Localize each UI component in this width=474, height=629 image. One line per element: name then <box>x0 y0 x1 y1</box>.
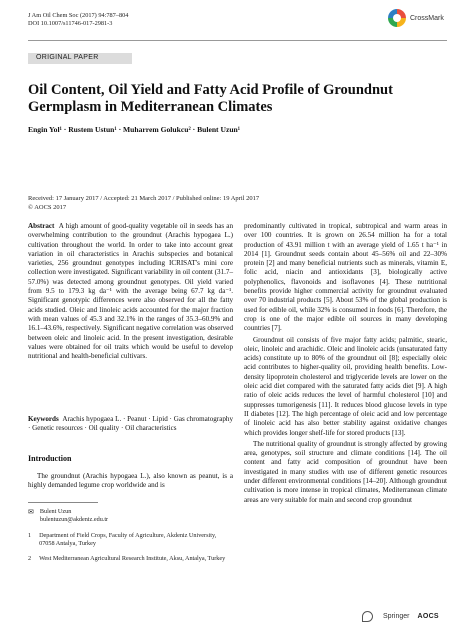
publisher-footer <box>362 611 439 622</box>
affiliation-number: 1 <box>28 532 32 539</box>
paragraph: Groundnut oil consists of five major fatty acids; palmitic, stearic, oleic, linoleic and arachidic. Oleic and linoleic acids (unsaturated fatty acids) constitute up to 80% of the groundnut oil [8]; especially oleic acid contributes to higher-quality oil, providing health benefits. Low-density lipoprotein cholesterol and triglyceride levels are lower on the oleic acid diet compared with the saturated fatty acids diet [9]. A high ratio of oleic acids reduces the level of harmful cholesterol [10] and suppresses tumorigenesis [11]. It reduces blood glucose levels in type II diabetes [12]. The high percentage of oleic acid and low percentage of linoleic acid has also better stability against oxidative changes which provides longer shelf-life for stored products [13]. <box>244 335 447 437</box>
aocs-logo: AOCS <box>417 613 439 620</box>
doi-line[interactable]: DOI 10.1007/s11746-017-2981-3 <box>28 20 113 27</box>
corresponding-author <box>28 508 233 524</box>
crossmark-icon <box>388 9 406 27</box>
affiliation-1 <box>28 532 233 548</box>
dates-line: Received: 17 January 2017 / Accepted: 21 March 2017 / Published online: 19 April 2017 <box>28 195 260 202</box>
contact-email[interactable]: bulentuzun@akdeniz.edu.tr <box>39 516 109 523</box>
keywords-block <box>28 415 233 434</box>
affiliation-text: West Mediterranean Agricultural Research Institute, Aksu, Antalya, Turkey <box>39 555 226 562</box>
crossmark-badge[interactable] <box>388 8 450 28</box>
affiliation-text: Department of Field Crops, Faculty of Agriculture, Akdeniz University, 07058 Antalya, Turkey <box>39 532 217 547</box>
title-line-2: Germplasm in Mediterranean Climates <box>28 99 273 115</box>
article-title <box>28 82 448 116</box>
paragraph: The nutritional quality of groundnut is strongly affected by growing area, genotypes, soil structure and climate conditions [14]. The oil content and fatty acid composition of groundnut have been investigated in many studies with use of different genetic resources under different environmental conditions [14–20]. Although groundnut cultivation is more intense in tropical climates, Mediterranean climate areas are very suitable for main and second crop groundnut <box>244 439 447 504</box>
section-label: ORIGINAL PAPER <box>36 54 99 61</box>
abstract-block <box>28 222 233 361</box>
right-column-text <box>244 222 447 505</box>
header-divider <box>28 40 447 41</box>
springer-label: Springer <box>383 613 410 620</box>
abstract-text: A high amount of good-quality vegetable oil in seeds has an overwhelming contribution to the groundnut (Arachis hypogaea L.) cultivation throughout the world. In order to take into account great variation in oil characteristics in Arachis subspecies and botanical varieties, 256 groundnut genotypes including ICRISAT's mini core collection were investigated. Significant variability in oil content (31.7–57.0%) was detected among groundnut genotypes. Oil yield varied from 9.5 to 179.3 kg da⁻¹ with the average being 67.7 kg da⁻¹. Significant genotypic differences were also observed for all the fatty acids studied. Oleic and linoleic acids accounted for the major fraction with mean values of 45.3 and 32.1% in the ranges of 35.3–60.9% and 16.1–43.6%, respectively. Significant negative correlation was observed between oleic and linoleic acid. In the present investigation, desirable values were obtained for oil traits which would be useful to develop nutritional and health-beneficial cultivars. <box>28 222 234 361</box>
affiliation-2 <box>28 555 233 563</box>
introduction-text: The groundnut (Arachis hypogaea L.), also known as peanut, is a highly demanded legume crop worldwide and is <box>28 472 233 490</box>
keywords-text: Arachis hypogaea L. · Peanut · Lipid · Gas chromatography · Genetic resources · Oil quality · Oil characteristics <box>28 415 234 433</box>
publication-dates <box>28 195 259 212</box>
envelope-icon: ✉ <box>28 508 34 516</box>
contact-name: Bulent Uzun <box>39 508 72 515</box>
introduction-heading: Introduction <box>28 454 72 463</box>
journal-citation: J Am Oil Chem Soc (2017) 94:787–804 <box>28 12 129 19</box>
copyright-line: © AOCS 2017 <box>28 203 67 211</box>
keywords-label: Keywords <box>28 415 59 423</box>
affiliation-number: 2 <box>28 555 32 562</box>
footnote-divider <box>28 502 98 503</box>
author-list: Engin Yol¹ · Rustem Ustun¹ · Muharrem Golukcu² · Bulent Uzun¹ <box>28 125 241 134</box>
springer-horse-icon <box>362 611 373 622</box>
paragraph: predominantly cultivated in tropical, subtropical and warm areas in over 100 countries. It is grown on 26.54 million ha for a total production of 43.91 million t with an average yield of 1.65 t ha⁻¹ in 2014 [1]. Groundnut seeds contain about 45–56% oil and 22–30% protein [2] and many beneficial nutrients such as minerals, vitamin E, folic acid, niacin and antioxidants [3], biologically active polyphenolics, flavonoids and isoflavones [4]. These nutritional benefits provide higher commercial activity for groundnut evaluated over 70 industrial products [5]. About 53% of the global production is used for edible oil, while 32% is consumed in foods [6]. Therefore, the crop is one of the major edible oil sources in many developing countries [7]. <box>244 222 447 333</box>
title-line-1: Oil Content, Oil Yield and Fatty Acid Profile of Groundnut <box>28 82 393 98</box>
abstract-label: Abstract <box>28 222 55 230</box>
crossmark-label: CrossMark <box>410 14 444 22</box>
